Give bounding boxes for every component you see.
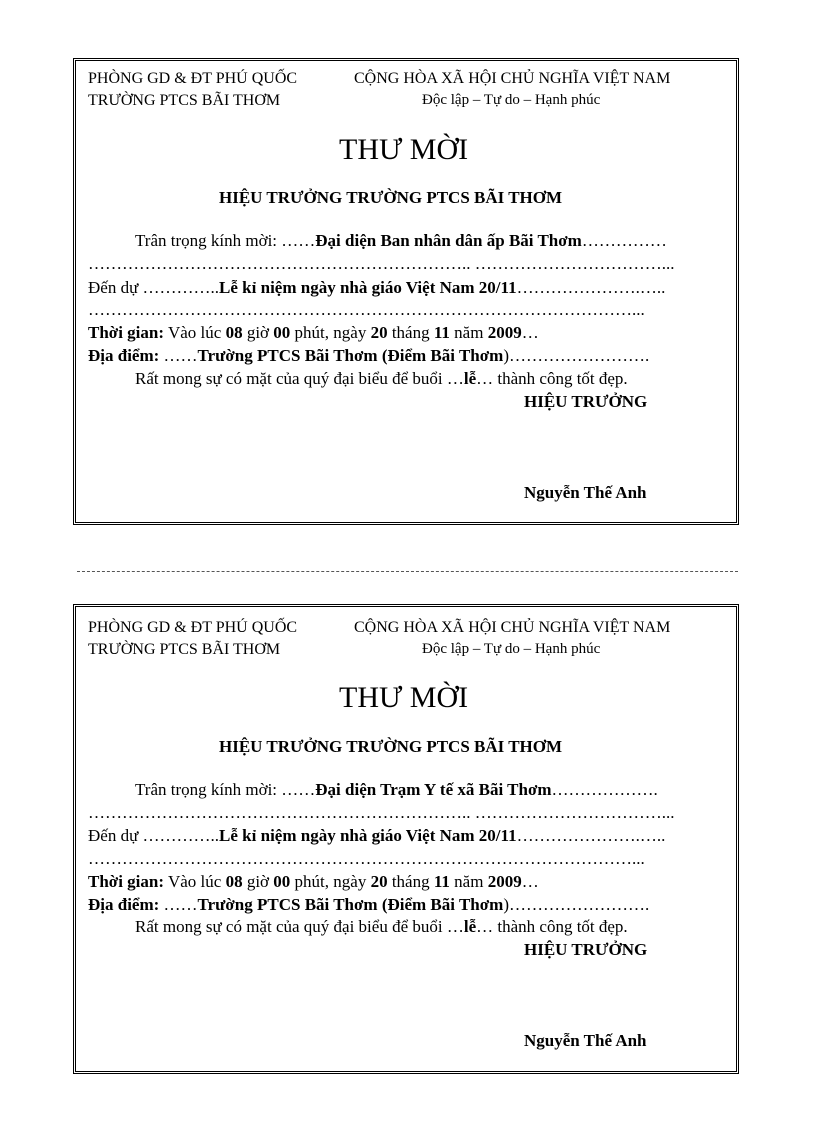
signer-title: HIỆU TRƯỞNG (524, 392, 648, 411)
attend-line: Đến dự …………..Lễ kỉ niệm ngày nhà giáo Việt Nam 20/11………………….….. (88, 826, 666, 845)
closing-line: Rất mong sự có mặt của quý đại biểu để buổi …lễ… thành công tốt đẹp. (135, 369, 628, 388)
invitation-card (73, 604, 739, 1074)
signer-title: HIỆU TRƯỞNG (524, 940, 648, 959)
signer-name: Nguyễn Thế Anh (524, 483, 647, 502)
invitee: Đại diện Trạm Y tế xã Bãi Thơm (315, 780, 552, 799)
dotted-line: ……………………………………………………………………………………... (88, 849, 645, 868)
attend-line: Đến dự …………..Lễ kỉ niệm ngày nhà giáo Việt Nam 20/11………………….….. (88, 278, 666, 297)
letter-title: THƯ MỜI (339, 681, 469, 714)
dotted-line: ………………………………………………………….. ……………………………... (88, 254, 675, 273)
dotted-line: ……………………………………………………………………………………... (88, 300, 645, 319)
school-name: TRƯỜNG PTCS BÃI THƠM (88, 641, 281, 658)
event-name: Lễ kỉ niệm ngày nhà giáo Việt Nam 20/11 (219, 278, 517, 297)
invite-line: Trân trọng kính mời: ……Đại diện Ban nhân dân ấp Bãi Thơm…………… (135, 231, 667, 250)
place-name: Trường PTCS Bãi Thơm (Điểm Bãi Thơm (197, 346, 504, 365)
letter-subtitle: HIỆU TRƯỞNG TRƯỜNG PTCS BÃI THƠM (219, 737, 563, 756)
closing-line: Rất mong sự có mặt của quý đại biểu để buổi …lễ… thành công tốt đẹp. (135, 917, 628, 936)
cut-line (77, 571, 738, 572)
school-name: TRƯỜNG PTCS BÃI THƠM (88, 92, 281, 109)
place-line: Địa điểm: ……Trường PTCS Bãi Thơm (Điểm Bãi Thơm)……………………. (88, 346, 650, 365)
national-title: CỘNG HÒA XÃ HỘI CHỦ NGHĨA VIỆT NAM (354, 70, 671, 87)
national-title: CỘNG HÒA XÃ HỘI CHỦ NGHĨA VIỆT NAM (354, 619, 671, 636)
event-name: Lễ kỉ niệm ngày nhà giáo Việt Nam 20/11 (219, 826, 517, 845)
time-line: Thời gian: Vào lúc 08 giờ 00 phút, ngày 20 tháng 11 năm 2009… (88, 872, 539, 891)
letter-subtitle: HIỆU TRƯỞNG TRƯỜNG PTCS BÃI THƠM (219, 188, 563, 207)
signer-name: Nguyễn Thế Anh (524, 1031, 647, 1050)
time-line: Thời gian: Vào lúc 08 giờ 00 phút, ngày 20 tháng 11 năm 2009… (88, 323, 539, 342)
invite-line: Trân trọng kính mời: ……Đại diện Trạm Y tế xã Bãi Thơm………………. (135, 780, 658, 799)
department-name: PHÒNG GD & ĐT PHÚ QUỐC (88, 619, 298, 636)
invitee: Đại diện Ban nhân dân ấp Bãi Thơm (315, 231, 582, 250)
dotted-line: ………………………………………………………….. ……………………………... (88, 803, 675, 822)
department-name: PHÒNG GD & ĐT PHÚ QUỐC (88, 70, 298, 87)
place-name: Trường PTCS Bãi Thơm (Điểm Bãi Thơm (197, 895, 504, 914)
invitation-card (73, 58, 739, 525)
place-line: Địa điểm: ……Trường PTCS Bãi Thơm (Điểm Bãi Thơm)……………………. (88, 895, 650, 914)
national-motto: Độc lập – Tự do – Hạnh phúc (422, 641, 601, 657)
letter-title: THƯ MỜI (339, 133, 469, 166)
national-motto: Độc lập – Tự do – Hạnh phúc (422, 92, 601, 108)
